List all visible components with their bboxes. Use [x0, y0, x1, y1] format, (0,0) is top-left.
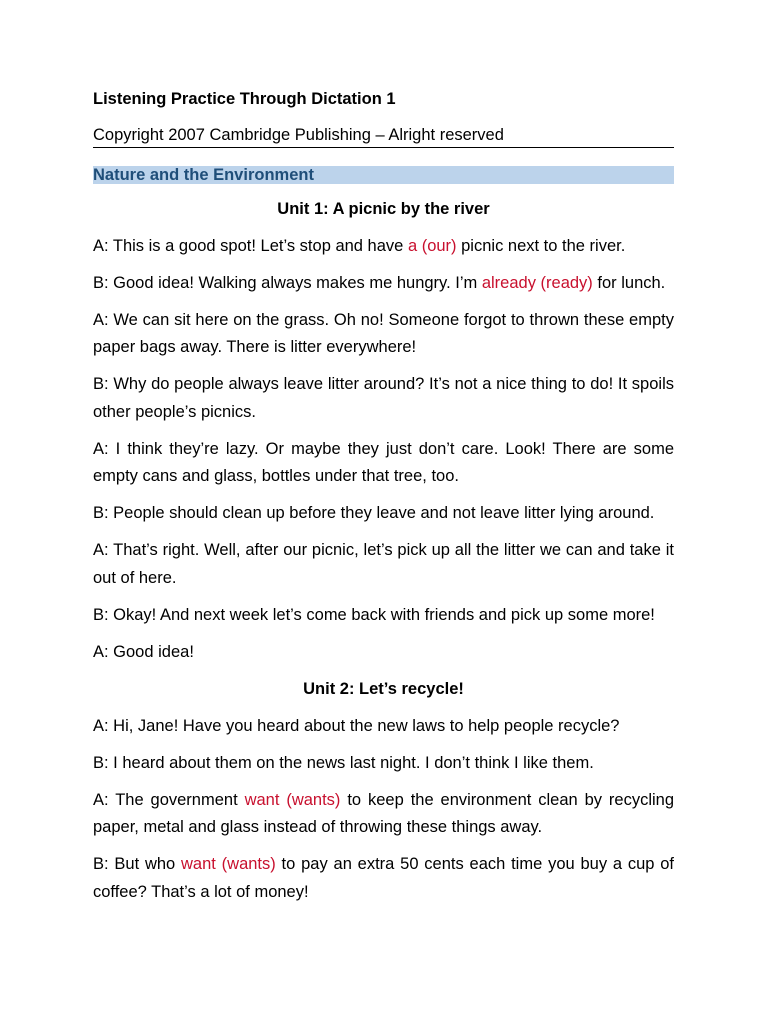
dialogue-line: [93, 713, 674, 741]
dialogue-line: [93, 307, 674, 362]
dialogue-text: to keep the environment clean by recycling paper, metal and glass instead of throwing these things away.: [93, 790, 675, 836]
dialogue-text: A: I think they’re lazy. Or maybe they just don’t care. Look! There are some empty cans and glass, bottles under that tree, too.: [93, 439, 674, 485]
dialogue-line: [93, 233, 674, 261]
dialogue-text: picnic next to the river.: [456, 236, 626, 255]
dialogue-text: B: Good idea! Walking always makes me hungry. I’m: [93, 273, 482, 292]
dialogue-text: B: Okay! And next week let’s come back with friends and pick up some more!: [93, 605, 655, 624]
document-body: [93, 86, 674, 916]
correction-text: already (ready): [481, 273, 593, 292]
correction-text: want (wants): [181, 855, 276, 873]
unit-1-heading: Unit 1: A picnic by the river: [277, 199, 490, 218]
dialogue-line: [93, 787, 674, 842]
copyright-line: Copyright 2007 Cambridge Publishing – Alright reserved: [93, 123, 674, 148]
dialogue-text: B: Why do people always leave litter around? It’s not a nice thing to do! It spoils other people’s picnics.: [93, 375, 674, 421]
dialogue-text: B: But who: [93, 855, 182, 873]
dialogue-text: A: We can sit here on the grass. Oh no! Someone forgot to thrown these empty paper bags away. There is litter everywhere!: [93, 310, 674, 356]
unit-1-dialogue: [93, 233, 674, 667]
dialogue-text: A: That’s right. Well, after our picnic, let’s pick up all the litter we can and take it out of here.: [93, 541, 674, 587]
dialogue-text: B: People should clean up before they leave and not leave litter lying around.: [93, 504, 655, 522]
dialogue-line: [93, 750, 674, 778]
dialogue-text: A: The government: [93, 790, 245, 809]
correction-text: a (our): [407, 236, 457, 255]
dialogue-text: B: I heard about them on the news last night. I don’t think I like them.: [93, 753, 594, 772]
dialogue-line: [93, 602, 674, 630]
unit-2-dialogue: [93, 713, 674, 907]
dialogue-line: [93, 639, 674, 667]
document-title: Listening Practice Through Dictation 1: [93, 90, 396, 108]
dialogue-line: [93, 270, 674, 298]
unit-2-heading: Unit 2: Let’s recycle!: [303, 679, 464, 698]
dialogue-text: A: This is a good spot! Let’s stop and have: [93, 236, 408, 255]
dialogue-line: [93, 371, 674, 426]
dialogue-line: [93, 537, 674, 592]
dialogue-text: to pay an extra 50 cents each time you buy a cup of coffee? That’s a lot of money!: [93, 855, 674, 901]
dialogue-text: A: Hi, Jane! Have you heard about the new laws to help people recycle?: [93, 716, 620, 735]
dialogue-line: [93, 500, 674, 528]
dialogue-line: [93, 851, 674, 906]
dialogue-text: for lunch.: [592, 273, 666, 292]
dialogue-line: [93, 436, 674, 491]
correction-text: want (wants): [244, 790, 341, 809]
dialogue-text: A: Good idea!: [93, 642, 194, 661]
section-heading: Nature and the Environment: [93, 166, 674, 184]
